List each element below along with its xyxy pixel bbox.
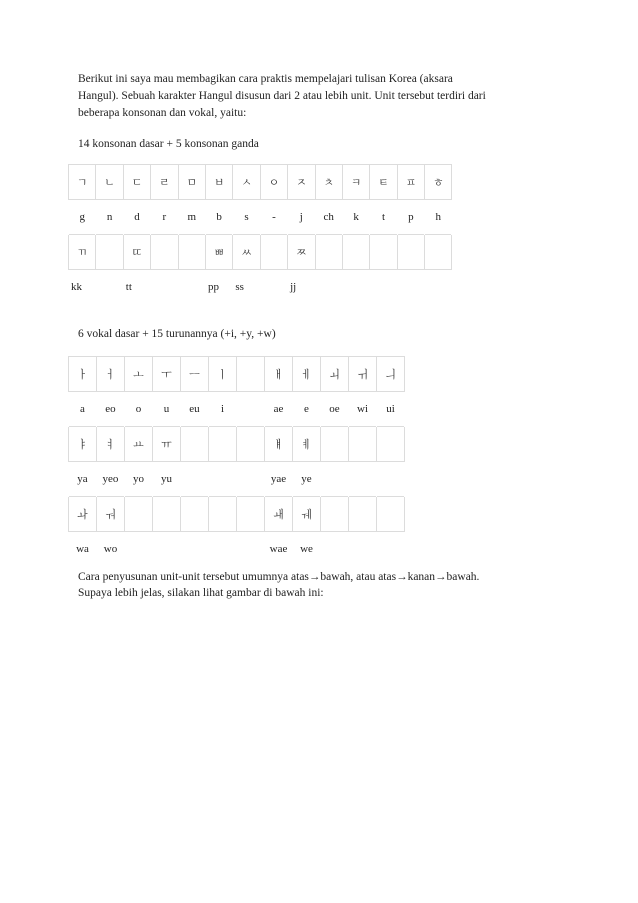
hangul-cell xyxy=(260,235,287,270)
romanization-cell: b xyxy=(216,211,222,223)
hangul-cell: ㅖ xyxy=(293,427,321,462)
vowel-table xyxy=(68,356,405,566)
hangul-cell: ㅑ xyxy=(69,427,97,462)
hangul-cell: ㅟ xyxy=(349,357,377,392)
romanization-cell xyxy=(349,532,377,567)
romanization-cell: p xyxy=(408,211,414,223)
romanization-cell xyxy=(209,462,237,497)
hangul-cell: ㅗ xyxy=(125,357,153,392)
romanization-cell: wi xyxy=(357,403,368,415)
romanization-cell: k xyxy=(353,211,359,223)
romanization-cell: wa xyxy=(76,543,89,555)
romanization-cell: d xyxy=(134,211,140,223)
hangul-cell xyxy=(181,497,209,532)
consonant-heading: 14 konsonan dasar + 5 konsonan ganda xyxy=(78,138,259,150)
romanization-cell xyxy=(151,270,178,305)
romanization-cell: eo xyxy=(105,403,116,415)
romanization-cell: ui xyxy=(386,403,395,415)
basic-consonant-hangul-row xyxy=(69,165,452,200)
romanization-cell: t xyxy=(381,211,386,223)
hangul-cell xyxy=(349,497,377,532)
romanization-cell xyxy=(181,532,209,567)
hangul-cell xyxy=(151,235,178,270)
hangul-cell xyxy=(209,497,237,532)
romanization-cell: yeo xyxy=(102,473,119,485)
hangul-cell: ㅝ xyxy=(97,497,125,532)
romanization-cell: - xyxy=(272,211,276,223)
hangul-cell xyxy=(178,235,205,270)
romanization-cell xyxy=(349,462,377,497)
hangul-cell: ㅚ xyxy=(321,357,349,392)
romanization-cell: s xyxy=(244,211,249,223)
romanization-cell: ae xyxy=(273,403,284,415)
intro-line: Berikut ini saya mau membagikan cara praktis mempelajari tulisan Korea (aksara xyxy=(78,73,453,85)
romanization-cell: tt xyxy=(125,281,132,293)
hangul-cell: ㅣ xyxy=(209,357,237,392)
hangul-cell: ㅍ xyxy=(397,165,424,200)
romanization-cell: jj xyxy=(290,281,297,293)
hangul-cell: ㄱ xyxy=(69,165,96,200)
hangul-cell: ㅔ xyxy=(293,357,321,392)
hangul-cell: ㅢ xyxy=(377,357,405,392)
romanization-cell: m xyxy=(187,211,197,223)
romanization-cell: yo xyxy=(133,473,144,485)
hangul-cell: ㅂ xyxy=(205,165,232,200)
outro-paragraph xyxy=(78,569,558,601)
hangul-cell: ㅇ xyxy=(260,165,287,200)
hangul-cell: ㅅ xyxy=(233,165,260,200)
intro-paragraph xyxy=(78,71,558,122)
hangul-cell xyxy=(397,235,424,270)
hangul-cell: ㅎ xyxy=(425,165,452,200)
hangul-cell xyxy=(315,235,342,270)
consonant-table xyxy=(68,164,452,304)
hangul-cell: ㅐ xyxy=(265,357,293,392)
romanization-cell: ch xyxy=(323,211,334,223)
romanization-cell: ye xyxy=(301,473,312,485)
hangul-cell: ㄹ xyxy=(151,165,178,200)
romanization-cell: n xyxy=(106,211,113,223)
hangul-cell: ㅒ xyxy=(265,427,293,462)
intro-line: beberapa konsonan dan vokal, yaitu: xyxy=(78,107,247,119)
hangul-cell: ㄴ xyxy=(96,165,123,200)
hangul-cell: ㅃ xyxy=(205,235,232,270)
hangul-cell xyxy=(370,235,397,270)
romanization-cell xyxy=(237,462,265,497)
hangul-cell xyxy=(237,357,265,392)
hangul-cell: ㄸ xyxy=(123,235,150,270)
hangul-cell: ㅛ xyxy=(125,427,153,462)
romanization-cell: g xyxy=(79,211,85,223)
hangul-cell: ㅏ xyxy=(69,357,97,392)
romanization-cell: i xyxy=(220,403,225,415)
romanization-cell xyxy=(377,532,405,567)
hangul-cell: ㅠ xyxy=(153,427,181,462)
double-consonant-hangul-row xyxy=(69,235,452,270)
romanization-cell: yu xyxy=(161,473,172,485)
romanization-cell: kk xyxy=(71,281,82,293)
romanization-cell: r xyxy=(162,211,167,223)
romanization-cell xyxy=(209,532,237,567)
hangul-cell xyxy=(349,427,377,462)
romanization-cell xyxy=(153,532,181,567)
romanization-cell xyxy=(397,270,424,305)
romanization-cell: o xyxy=(135,403,142,415)
romanization-cell: u xyxy=(163,403,170,415)
hangul-cell xyxy=(153,497,181,532)
romanization-cell: we xyxy=(300,543,313,555)
romanization-cell: h xyxy=(435,211,442,223)
outro-line: Supaya lebih jelas, silakan lihat gambar di bawah ini: xyxy=(78,587,324,599)
hangul-cell: ㅁ xyxy=(178,165,205,200)
romanization-cell xyxy=(370,270,397,305)
hangul-cell xyxy=(321,427,349,462)
romanization-cell xyxy=(96,270,123,305)
hangul-cell xyxy=(342,235,369,270)
hangul-cell xyxy=(209,427,237,462)
romanization-cell xyxy=(315,270,342,305)
y-vowel-hangul-row xyxy=(69,427,405,462)
romanization-cell: j xyxy=(299,211,303,223)
basic-vowel-hangul-row xyxy=(69,357,405,392)
hangul-cell: ㅓ xyxy=(97,357,125,392)
romanization-cell xyxy=(321,462,349,497)
romanization-cell xyxy=(321,532,349,567)
romanization-cell xyxy=(377,462,405,497)
romanization-cell xyxy=(178,270,205,305)
hangul-cell: ㄷ xyxy=(123,165,150,200)
hangul-cell xyxy=(321,497,349,532)
romanization-cell xyxy=(237,392,265,427)
hangul-cell: ㅡ xyxy=(181,357,209,392)
hangul-cell xyxy=(377,427,405,462)
romanization-cell: a xyxy=(80,403,85,415)
romanization-cell: ya xyxy=(77,473,88,485)
hangul-cell xyxy=(125,497,153,532)
y-vowel-roman-row xyxy=(69,462,405,497)
hangul-cell xyxy=(377,497,405,532)
romanization-cell xyxy=(125,532,153,567)
hangul-cell: ㅙ xyxy=(265,497,293,532)
hangul-cell xyxy=(181,427,209,462)
hangul-cell: ㅕ xyxy=(97,427,125,462)
hangul-cell xyxy=(237,497,265,532)
romanization-cell: eu xyxy=(189,403,200,415)
romanization-cell: ss xyxy=(235,281,244,293)
romanization-cell: pp xyxy=(207,281,219,293)
romanization-cell: oe xyxy=(329,403,340,415)
hangul-cell: ㅈ xyxy=(288,165,315,200)
hangul-cell: ㄲ xyxy=(69,235,96,270)
hangul-cell: ㅞ xyxy=(293,497,321,532)
hangul-cell: ㅊ xyxy=(315,165,342,200)
outro-line: Cara penyusunan unit-unit tersebut umumnya atas→bawah, atau atas→kanan→bawah. xyxy=(78,571,480,583)
romanization-cell xyxy=(181,462,209,497)
romanization-cell xyxy=(425,270,452,305)
vowel-heading: 6 vokal dasar + 15 turunannya (+i, +y, +w) xyxy=(78,328,276,340)
hangul-cell: ㅘ xyxy=(69,497,97,532)
romanization-cell: yae xyxy=(270,473,287,485)
basic-consonant-roman-row xyxy=(69,200,452,235)
hangul-cell: ㅉ xyxy=(288,235,315,270)
romanization-cell xyxy=(260,270,287,305)
hangul-cell xyxy=(425,235,452,270)
romanization-cell xyxy=(237,532,265,567)
intro-line: Hangul). Sebuah karakter Hangul disusun dari 2 atau lebih unit. Unit tersebut terdiri dari xyxy=(78,90,486,102)
romanization-cell: wo xyxy=(103,543,118,555)
hangul-cell xyxy=(96,235,123,270)
romanization-cell xyxy=(342,270,369,305)
double-consonant-roman-row xyxy=(69,270,452,305)
hangul-cell: ㅜ xyxy=(153,357,181,392)
basic-vowel-roman-row xyxy=(69,392,405,427)
w-vowel-roman-row xyxy=(69,532,405,567)
hangul-cell: ㅌ xyxy=(370,165,397,200)
w-vowel-hangul-row xyxy=(69,497,405,532)
romanization-cell: wae xyxy=(269,543,288,555)
hangul-cell xyxy=(237,427,265,462)
hangul-cell: ㅆ xyxy=(233,235,260,270)
romanization-cell: e xyxy=(304,403,309,415)
hangul-cell: ㅋ xyxy=(342,165,369,200)
